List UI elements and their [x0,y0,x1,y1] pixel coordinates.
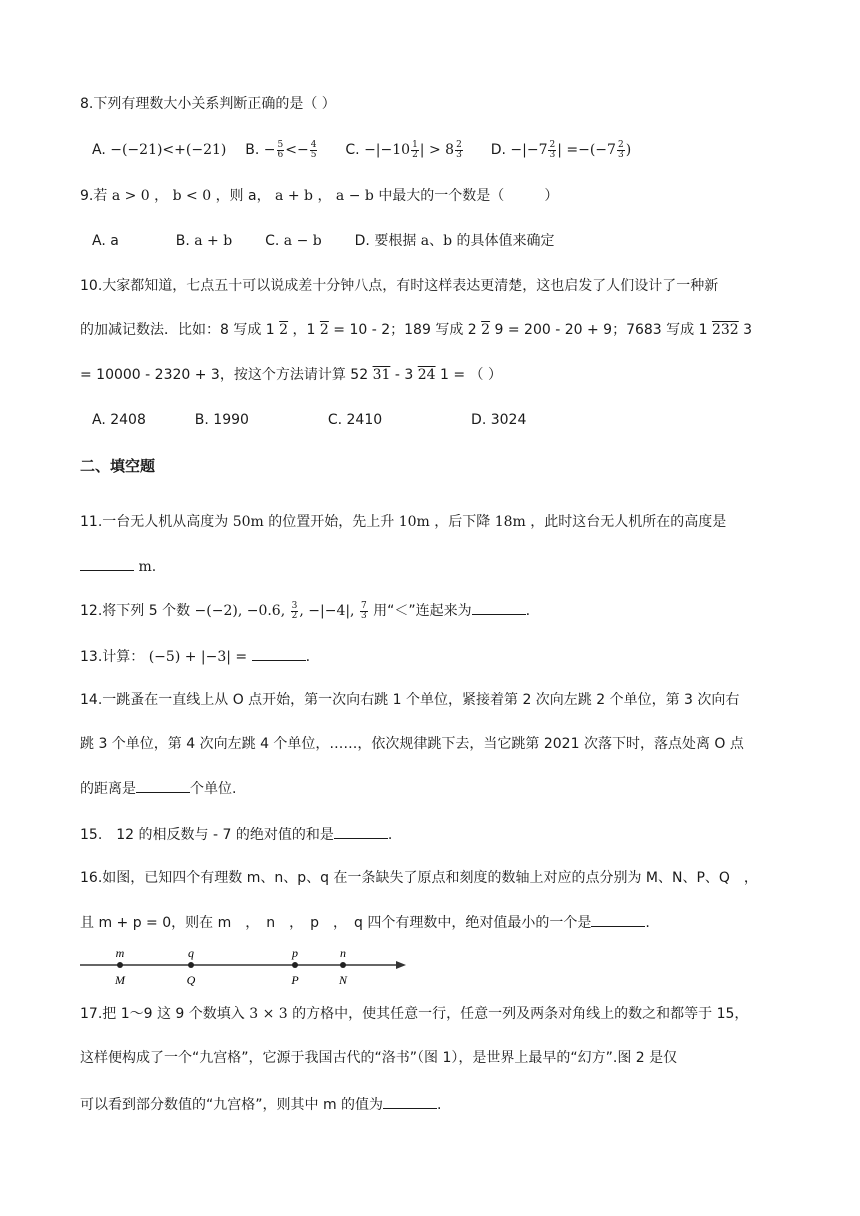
q9-stem: 9.若 a > 0 ， b < 0 ，则 a， a + b ， a − b 中最大的一个数是（ ） [80,188,559,204]
answer-blank[interactable] [252,646,306,661]
q8-options [92,140,631,160]
q10-opt-c: C. 2410 [327,412,383,428]
q17-line1: 17.把 1～9 这 9 个数填入 3 × 3 的方格中，使其任意一行，任意一列及两条对角线上的数之和都等于 15， [80,1006,749,1022]
q9-opt-a: A. a [92,233,119,249]
answer-blank[interactable] [472,600,526,615]
q8-opt-c: C. −|−10 $\frac{1}{2}$ | > 8 $\frac{2}{3}$ [345,139,462,160]
answer-blank[interactable] [591,912,645,927]
svg-text:M: M [115,973,125,987]
q10-line2: 的加减记数法．比如：8 写成 1 2 ，1 2 = 10 - 2；189 写成 2 2 9 = 200 - 20 + 9；7683 写成 1 232 3 [80,322,753,338]
q10-options [92,410,526,430]
q15-stem: 15. 12 的相反数与 - 7 的绝对值的和是 . [80,824,392,845]
q16-line1: 16.如图，已知四个有理数 m、n、p、q 在一条缺失了原点和刻度的数轴上对应的点分别为 M、N、P、Q ， [80,870,758,886]
svg-text:q: q [188,946,194,960]
point-q [187,946,196,987]
q14-line3: 的距离是 个单位. [80,778,236,799]
arrow-icon [396,961,406,969]
q11-line2: m. [80,556,156,577]
answer-blank[interactable] [136,778,190,793]
point-n [338,946,348,987]
q11-line1: 11.一台无人机从高度为 50m 的位置开始，先上升 10m ，后下降 18m ，此时这台无人机所在的高度是 [80,514,727,530]
svg-text:p: p [292,946,298,960]
section-heading: 二、填空题 [80,457,156,475]
q16-line2: 且 m + p = 0，则在 m ， n ， p ， q 四个有理数中，绝对值最小的一个是 . [80,912,650,933]
q8-opt-b: B. − $\frac{5}{6}$ <− $\frac{4}{5}$ [245,139,317,160]
number-line-figure [80,944,410,990]
answer-blank[interactable] [383,1094,437,1109]
answer-blank[interactable] [80,556,134,571]
q9-opt-c: C. a − b [265,233,322,249]
svg-text:N: N [338,973,348,987]
svg-text:P: P [291,973,299,987]
point-m [114,946,126,987]
point-p [290,946,299,987]
q17-line3: 可以看到部分数值的“九宫格”，则其中 m 的值为 . [80,1094,442,1115]
q10-opt-b: B. 1990 [194,412,249,428]
q9-opt-d: D. 要根据 a、b 的具体值来确定 [354,233,555,249]
q10-opt-d: D. 3024 [471,412,527,428]
q12-stem: 12.将下列 5 个数 −(−2), −0.6, $\frac{3}{2}$ , −|−4|, $\frac{7}{3}$ 用“＜”连起来为 . [80,600,531,621]
q10-opt-a: A. 2408 [92,412,146,428]
svg-text:n: n [340,946,346,960]
q8-stem: 8.下列有理数大小关系判断正确的是（ ） [80,96,336,112]
q8-opt-a: A. −(−21)<+(−21) [92,142,227,158]
q17-line2: 这样便构成了一个“九宫格”，它源于我国古代的“洛书”（图 1），是世界上最早的“幻方”.图 2 是仅 [80,1050,678,1066]
answer-blank[interactable] [334,824,388,839]
q14-line1: 14.一跳蚤在一直线上从 O 点开始，第一次向右跳 1 个单位，紧接着第 2 次向左跳 2 个单位，第 3 次向右 [80,692,740,708]
svg-text:Q: Q [186,973,196,987]
q14-line2: 跳 3 个单位，第 4 次向左跳 4 个单位，……，依次规律跳下去，当它跳第 2021 次落下时，落点处离 O 点 [80,736,744,752]
svg-text:m: m [115,946,125,960]
q10-line1: 10.大家都知道，七点五十可以说成差十分钟八点，有时这样表达更清楚，这也启发了人们设计了一种新 [80,278,719,294]
q13-stem: 13.计算： (−5) + |−3| = . [80,646,310,667]
q9-options [92,231,555,251]
q9-opt-b: B. a + b [175,233,233,249]
q10-line3: = 10000 - 2320 + 3，按这个方法请计算 52 31 - 3 24 1 = （ ） [80,367,502,383]
q8-opt-d: D. −|−7 $\frac{2}{3}$ | =−(−7 $\frac{2}{3}$ ) [490,139,632,160]
